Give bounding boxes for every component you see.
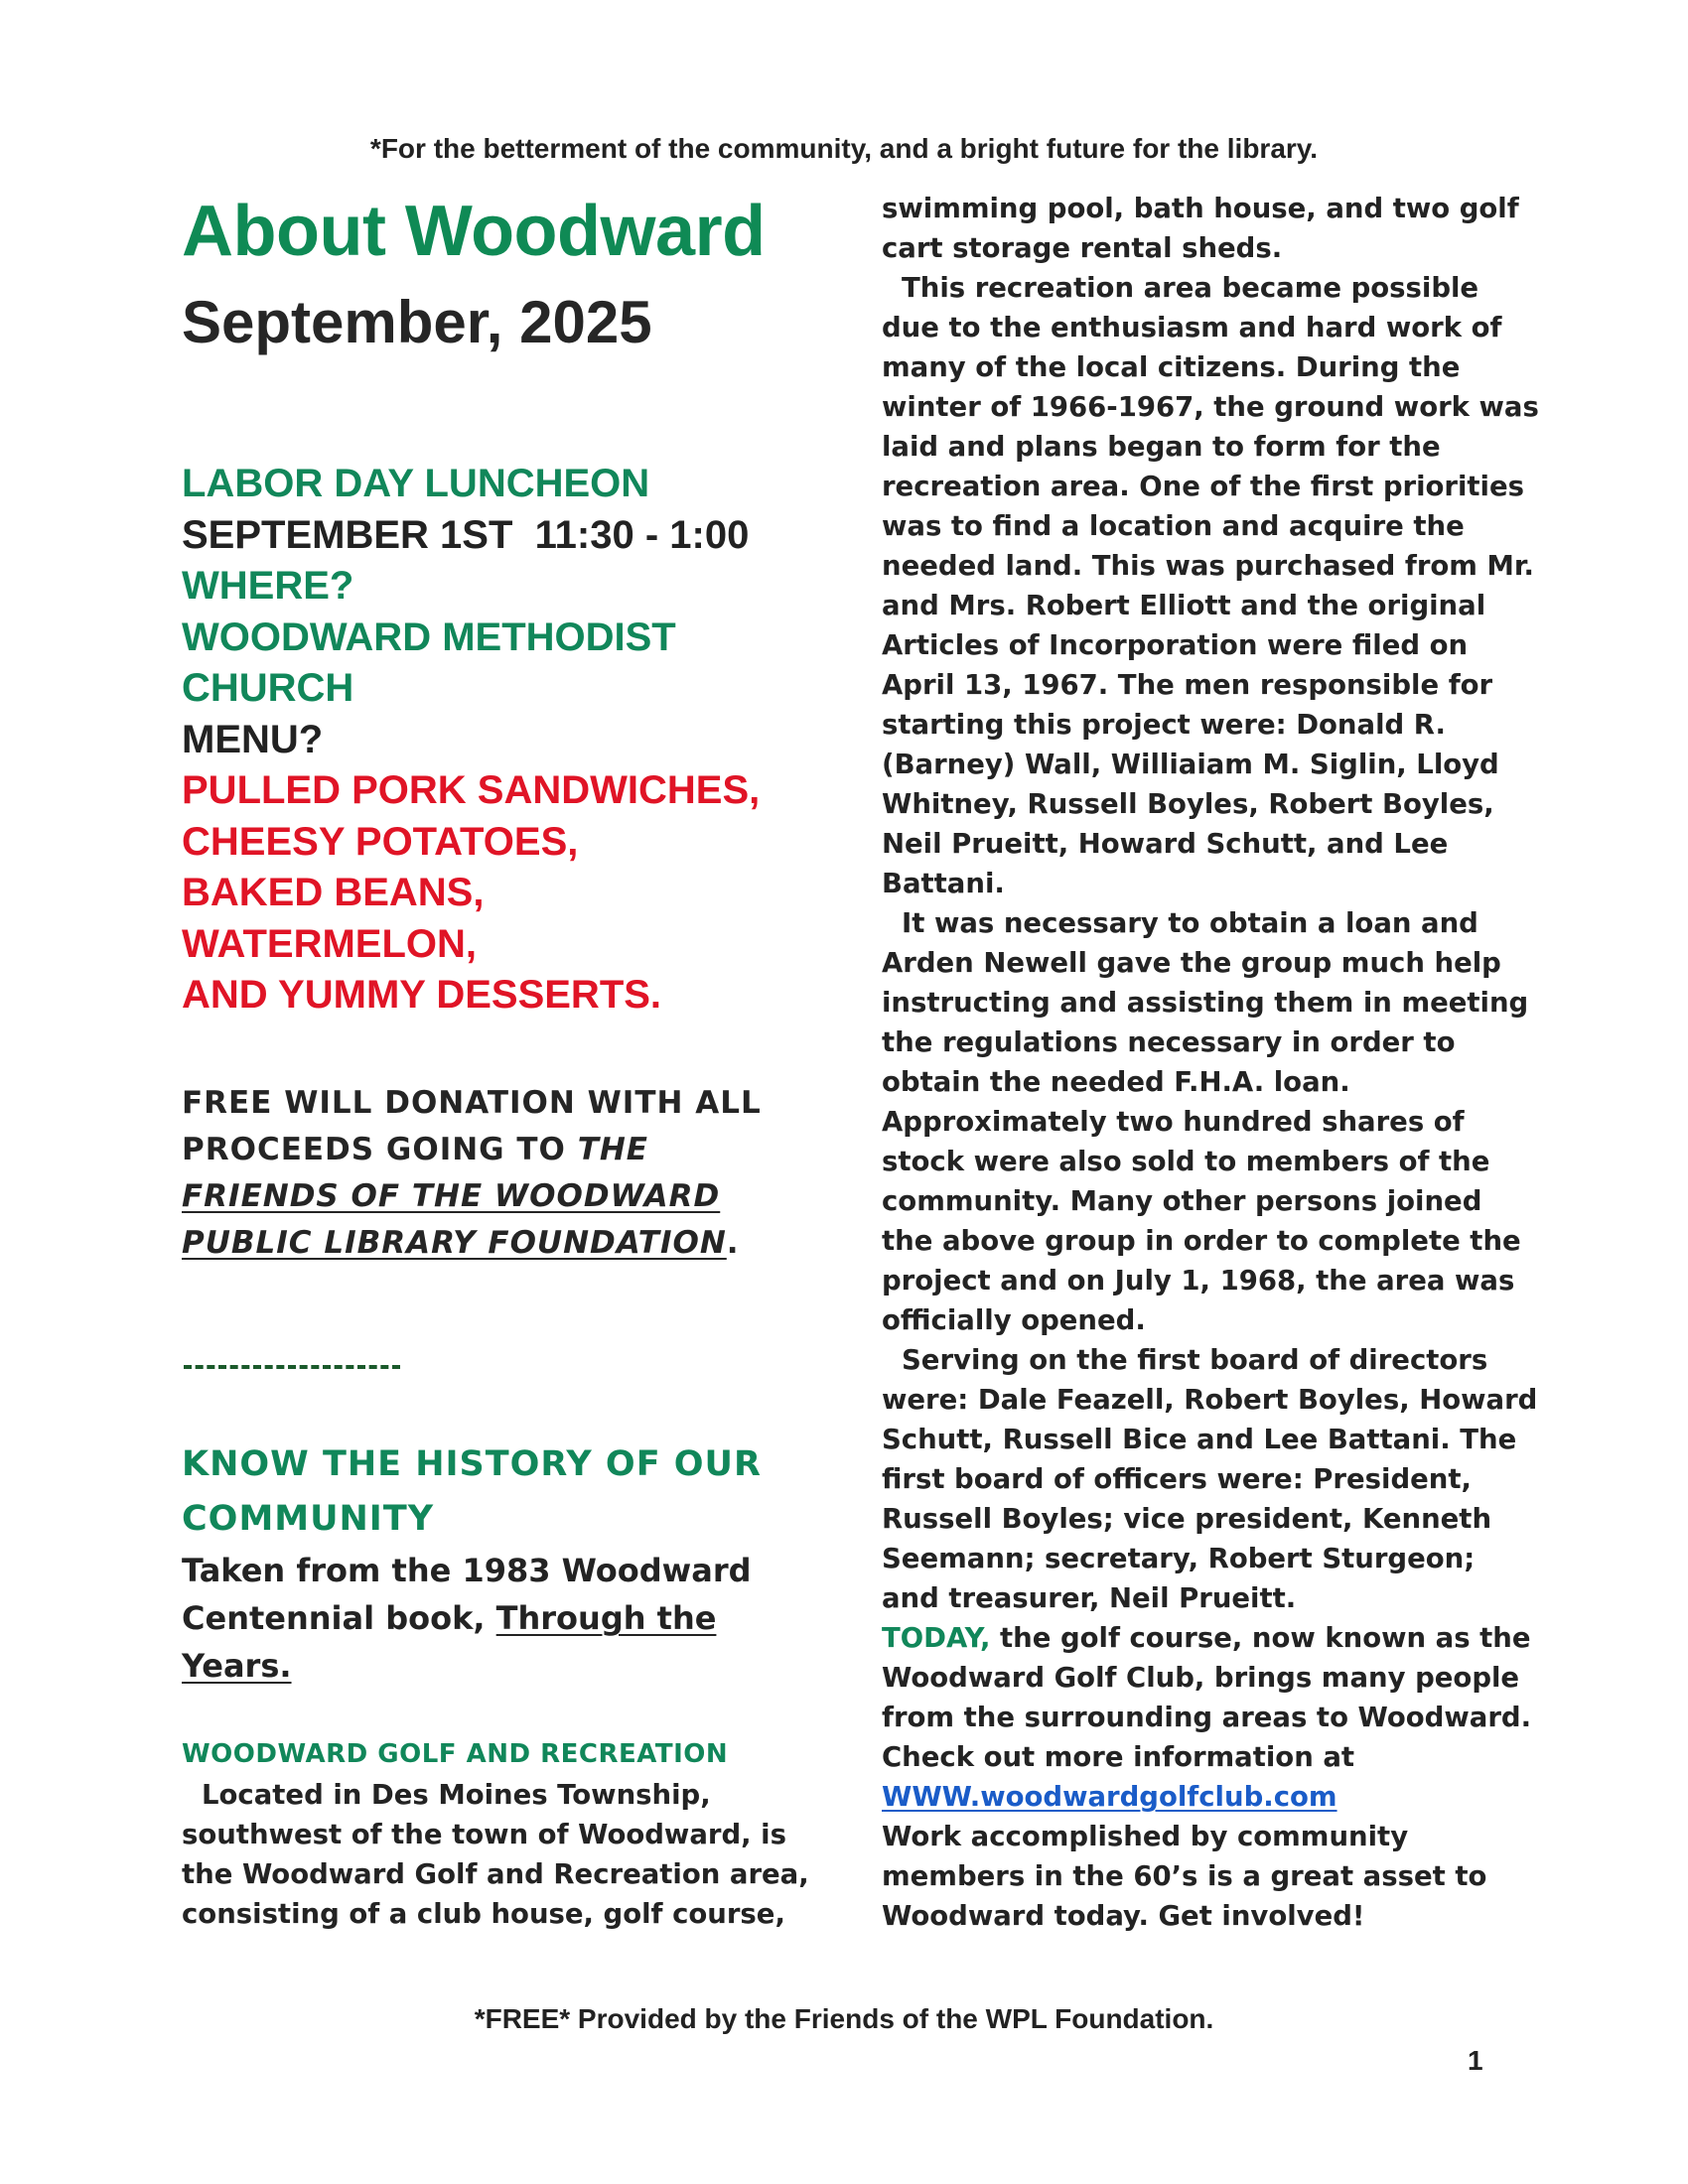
history-heading-line-2: COMMUNITY xyxy=(182,1499,435,1539)
page-number: 1 xyxy=(1468,2045,1483,2076)
issue-date: September, 2025 xyxy=(182,289,652,355)
article-line: Arden Newell gave the group much help xyxy=(882,947,1501,979)
luncheon-section xyxy=(182,459,817,1022)
article-line: Articles of Incorporation were filed on xyxy=(882,629,1469,661)
article-line: (Barney) Wall, Williaiam M. Siglin, Lloyd xyxy=(882,749,1499,780)
article-line: Serving on the first board of directors xyxy=(902,1344,1488,1376)
book-title-part-2: Years. xyxy=(182,1647,292,1685)
article-line: Check out more information at xyxy=(882,1741,1355,1773)
donation-line-2-italic: THE xyxy=(577,1132,648,1167)
article-line: April 13, 1967. The men responsible for xyxy=(882,669,1493,701)
article-line: Work accomplished by community xyxy=(882,1821,1409,1852)
history-source xyxy=(182,1547,817,1690)
foundation-name-line-1: FRIENDS OF THE WOODWARD xyxy=(182,1178,721,1214)
article-line: consisting of a club house, golf course, xyxy=(182,1898,785,1930)
menu-item: AND YUMMY DESSERTS. xyxy=(182,973,662,1017)
source-line-2 xyxy=(182,1594,817,1642)
article-right-column xyxy=(882,189,1539,1936)
article-line: Woodward today. Get involved! xyxy=(882,1900,1365,1932)
article-line: stock were also sold to members of the xyxy=(882,1146,1490,1177)
article-line: were: Dale Feazell, Robert Boyles, Howard xyxy=(882,1384,1538,1416)
article-line: winter of 1966-1967, the ground work was xyxy=(882,391,1539,423)
article-line: Battani. xyxy=(882,868,1005,899)
article-line: community. Many other persons joined xyxy=(882,1185,1482,1217)
article-line: and Mrs. Robert Elliott and the original xyxy=(882,590,1486,621)
golf-club-link[interactable]: WWW.woodwardgolfclub.com xyxy=(882,1781,1337,1813)
luncheon-datetime: SEPTEMBER 1ST 11:30 - 1:00 xyxy=(182,512,750,557)
location-line-2: CHURCH xyxy=(182,666,354,710)
section-divider xyxy=(184,1365,400,1369)
book-title-part-1: Through the xyxy=(495,1599,717,1637)
donation-line-1: FREE WILL DONATION WITH ALL xyxy=(182,1085,762,1121)
article-line: first board of officers were: President, xyxy=(882,1463,1472,1495)
article-left-column xyxy=(182,1775,817,1934)
article-line: many of the local citizens. During the xyxy=(882,351,1461,383)
foundation-name-text: PUBLIC LIBRARY FOUNDATION xyxy=(182,1225,727,1261)
article-line: laid and plans began to form for the xyxy=(882,431,1441,463)
menu-label: MENU? xyxy=(182,717,324,761)
history-heading xyxy=(182,1437,817,1547)
today-line xyxy=(882,1618,1531,1658)
history-heading-line-1: KNOW THE HISTORY OF OUR xyxy=(182,1444,762,1484)
menu-item: WATERMELON, xyxy=(182,921,478,966)
article-line: instructing and assisting them in meeting xyxy=(882,987,1529,1019)
article-line: Seemann; secretary, Robert Sturgeon; xyxy=(882,1543,1476,1574)
article-line: Located in Des Moines Township, xyxy=(202,1779,711,1811)
article-line: the regulations necessary in order to xyxy=(882,1026,1456,1058)
article-line: southwest of the town of Woodward, is xyxy=(182,1819,786,1850)
article-heading: WOODWARD GOLF AND RECREATION xyxy=(182,1739,729,1769)
article-line: Whitney, Russell Boyles, Robert Boyles, xyxy=(882,788,1494,820)
article-line: needed land. This was purchased from Mr. xyxy=(882,550,1534,582)
article-line: officially opened. xyxy=(882,1304,1146,1336)
today-text: the golf course, now known as the xyxy=(990,1622,1531,1654)
footer-credit: *FREE* Provided by the Friends of the WPL Foundation. xyxy=(474,2003,1214,2034)
article-line: Approximately two hundred shares of xyxy=(882,1106,1465,1138)
golf-club-link-line xyxy=(882,1777,1497,1817)
article-line: obtain the needed F.H.A. loan. xyxy=(882,1066,1350,1098)
menu-item: BAKED BEANS, xyxy=(182,871,485,914)
article-line: the Woodward Golf and Recreation area, xyxy=(182,1858,809,1890)
article-line: and treasurer, Neil Prueitt. xyxy=(882,1582,1297,1614)
source-line-2-text: Centennial book, xyxy=(182,1599,496,1637)
article-line: was to find a location and acquire the xyxy=(882,510,1465,542)
article-line: members in the 60’s is a great asset to xyxy=(882,1860,1487,1892)
article-line: It was necessary to obtain a loan and xyxy=(902,907,1478,939)
donation-notice xyxy=(182,1080,817,1267)
article-line: Russell Boyles; vice president, Kenneth xyxy=(882,1503,1492,1535)
today-label: TODAY, xyxy=(882,1622,991,1654)
article-line: This recreation area became possible xyxy=(902,272,1479,304)
article-line: Neil Prueitt, Howard Schutt, and Lee xyxy=(882,828,1449,860)
luncheon-heading: LABOR DAY LUNCHEON xyxy=(182,462,650,505)
page-title: About Woodward xyxy=(182,192,766,271)
article-line: the above group in order to complete the xyxy=(882,1225,1521,1257)
donation-line-2-text: PROCEEDS GOING TO xyxy=(182,1132,578,1167)
article-line: starting this project were: Donald R. xyxy=(882,709,1446,741)
article-line: due to the enthusiasm and hard work of xyxy=(882,312,1502,343)
where-label: WHERE? xyxy=(182,564,354,608)
menu-item: CHEESY POTATOES, xyxy=(182,819,579,864)
source-line-1: Taken from the 1983 Woodward xyxy=(182,1552,752,1589)
article-line: cart storage rental sheds. xyxy=(882,232,1283,264)
article-line: project and on July 1, 1968, the area was xyxy=(882,1265,1515,1297)
article-line: recreation area. One of the first priorities xyxy=(882,471,1524,502)
article-line: swimming pool, bath house, and two golf xyxy=(882,193,1519,224)
location-line-1: WOODWARD METHODIST xyxy=(182,614,676,659)
article-line: Schutt, Russell Bice and Lee Battani. The xyxy=(882,1424,1517,1455)
donation-line-2 xyxy=(182,1127,817,1173)
foundation-period: . xyxy=(726,1225,740,1261)
foundation-name-line-2 xyxy=(182,1220,817,1267)
article-line: Woodward Golf Club, brings many people xyxy=(882,1662,1520,1694)
article-line: from the surrounding areas to Woodward. xyxy=(882,1702,1532,1733)
header-tagline: *For the betterment of the community, and a bright future for the library. xyxy=(369,133,1319,164)
menu-item: PULLED PORK SANDWICHES, xyxy=(182,768,761,812)
